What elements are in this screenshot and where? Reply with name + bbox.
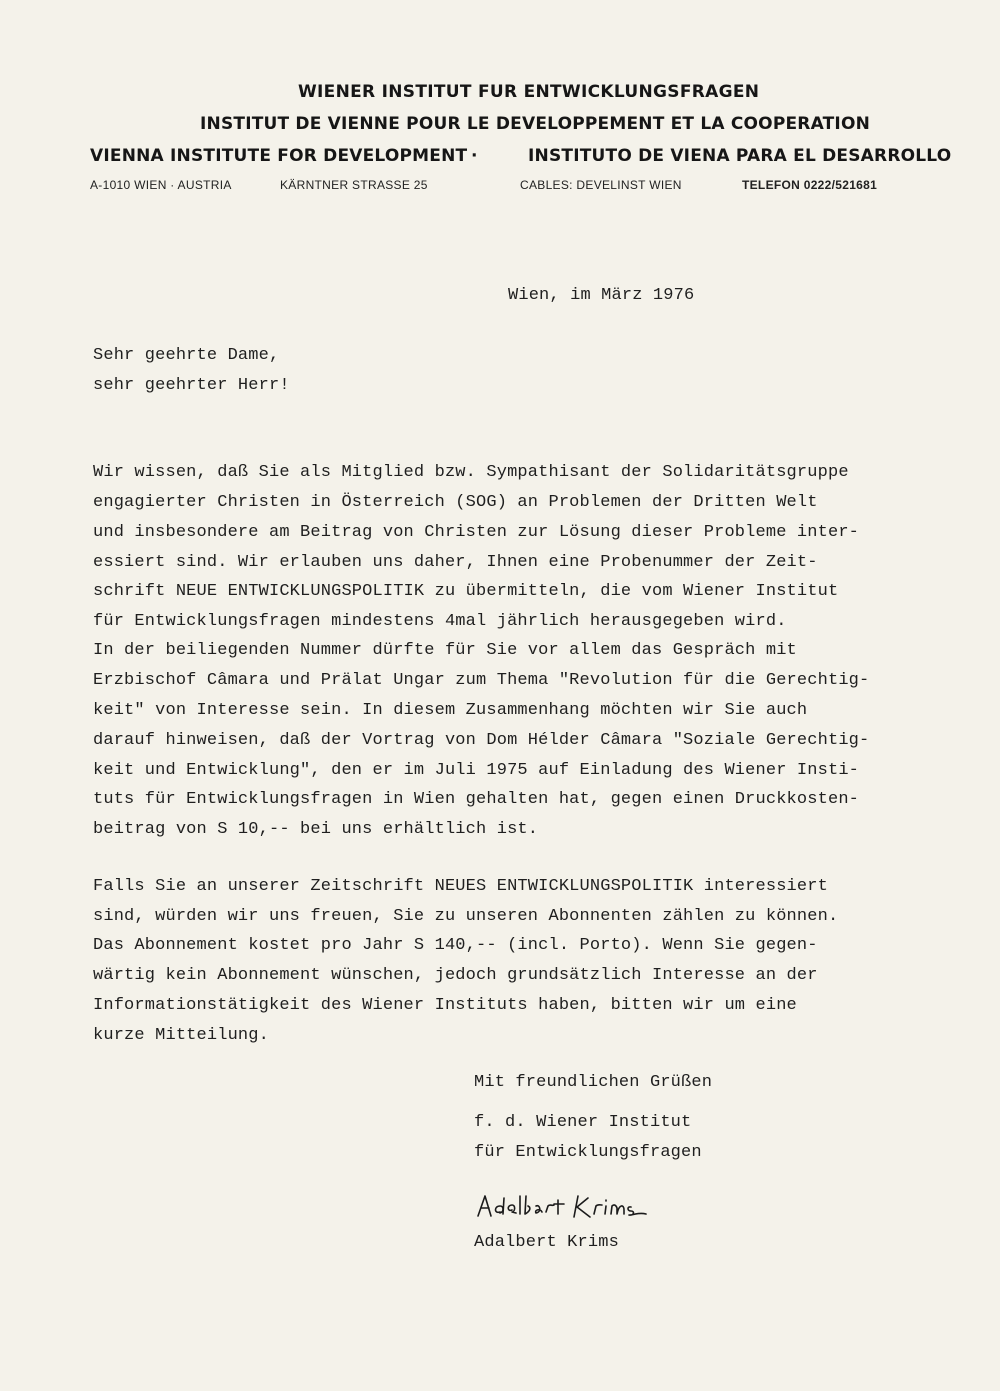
letterhead-separator-dot: · — [471, 146, 478, 166]
paragraph-1-line: Erzbischof Câmara und Prälat Ungar zum Thema "Revolution für die Gerechtig- — [93, 671, 870, 690]
letter-date: Wien, im März 1976 — [508, 286, 695, 305]
paragraph-1-line: In der beiliegenden Nummer dürfte für Sie vor allem das Gespräch mit — [93, 641, 797, 660]
closing-greeting: Mit freundlichen Grüßen — [474, 1073, 713, 1092]
paragraph-1-line: und insbesondere am Beitrag von Christen zur Lösung dieser Probleme inter- — [93, 523, 860, 542]
paragraph-2-line: Falls Sie an unserer Zeitschrift NEUES ENTWICKLUNGSPOLITIK interessiert — [93, 877, 828, 896]
paragraph-1-line: schrift NEUE ENTWICKLUNGSPOLITIK zu übermitteln, die vom Wiener Institut — [93, 582, 839, 601]
salutation-line-1: Sehr geehrte Dame, — [93, 346, 280, 365]
paragraph-1-line: keit und Entwicklung", den er im Juli 1975 auf Einladung des Wiener Insti- — [93, 761, 860, 780]
closing-org-line-2: für Entwicklungsfragen — [474, 1143, 702, 1162]
handwritten-signature — [474, 1190, 654, 1230]
letterhead-telefon: TELEFON 0222/521681 — [742, 178, 878, 192]
paragraph-2-line: kurze Mitteilung. — [93, 1026, 269, 1045]
paragraph-2-line: sind, würden wir uns freuen, Sie zu unseren Abonnenten zählen zu können. — [93, 907, 839, 926]
paragraph-2-line: Informationstätigkeit des Wiener Instituts haben, bitten wir um eine — [93, 996, 797, 1015]
salutation-line-2: sehr geehrter Herr! — [93, 376, 290, 395]
letterhead-cables: CABLES: DEVELINST WIEN — [520, 178, 682, 192]
paragraph-1-line: darauf hinweisen, daß der Vortrag von Dom Hélder Câmara "Soziale Gerechtig- — [93, 731, 870, 750]
letterhead-address: A-1010 WIEN · AUSTRIA — [90, 178, 232, 192]
paragraph-1-line: für Entwicklungsfragen mindestens 4mal jährlich herausgegeben wird. — [93, 612, 787, 631]
paragraph-1-line: engagierter Christen in Österreich (SOG) an Problemen der Dritten Welt — [93, 493, 818, 512]
paragraph-2-line: wärtig kein Abonnement wünschen, jedoch grundsätzlich Interesse an der — [93, 966, 818, 985]
letterhead-line-french: INSTITUT DE VIENNE POUR LE DEVELOPPEMENT ET LA COOPERATION — [200, 114, 871, 134]
closing-org-line-1: f. d. Wiener Institut — [474, 1113, 692, 1132]
letterhead-line-spanish: INSTITUTO DE VIENA PARA EL DESARROLLO — [528, 146, 952, 166]
paragraph-1-line: beitrag von S 10,-- bei uns erhältlich ist. — [93, 820, 539, 839]
paragraph-1-line: Wir wissen, daß Sie als Mitglied bzw. Sympathisant der Solidaritätsgruppe — [93, 463, 849, 482]
paragraph-1-line: keit" von Interesse sein. In diesem Zusammenhang möchten wir Sie auch — [93, 701, 808, 720]
letterhead-street: KÄRNTNER STRASSE 25 — [280, 178, 428, 192]
paragraph-1-line: essiert sind. Wir erlauben uns daher, Ihnen eine Probenummer der Zeit- — [93, 553, 818, 572]
letterhead-line-english: VIENNA INSTITUTE FOR DEVELOPMENT — [90, 146, 468, 166]
paragraph-1-line: tuts für Entwicklungsfragen in Wien gehalten hat, gegen einen Druckkosten- — [93, 790, 860, 809]
letterhead-line-german: WIENER INSTITUT FUR ENTWICKLUNGSFRAGEN — [298, 82, 760, 102]
signer-name: Adalbert Krims — [474, 1233, 619, 1252]
paragraph-2-line: Das Abonnement kostet pro Jahr S 140,-- (incl. Porto). Wenn Sie gegen- — [93, 936, 818, 955]
